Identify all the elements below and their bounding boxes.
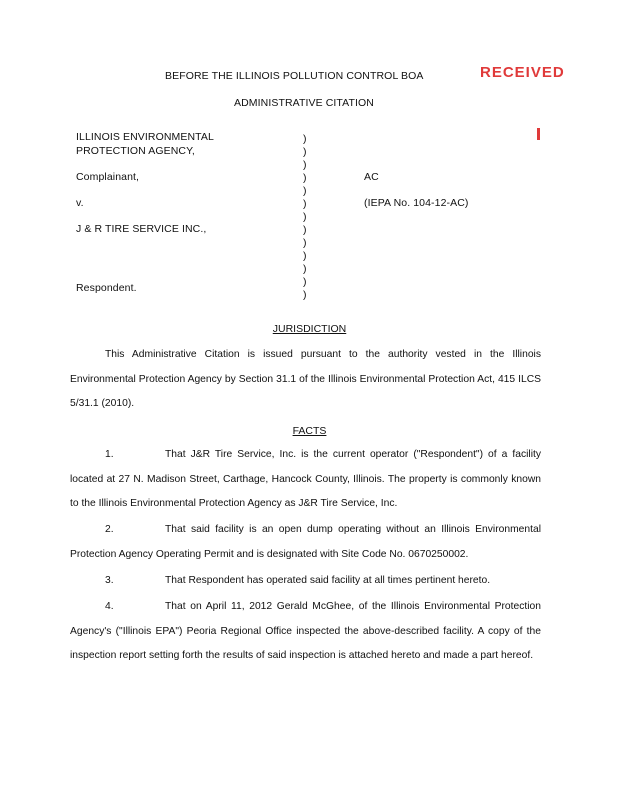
caption-paren: ) — [303, 133, 307, 145]
caption-paren: ) — [303, 289, 307, 301]
fact-number: 4. — [105, 601, 114, 612]
caption-paren: ) — [303, 146, 307, 158]
fact-text: That said facility is an open dump operating without an Illinois Environmental Protection Agency Operating Permit and is designated with Site Code No. 0670250002. — [70, 524, 541, 560]
received-stamp: RECEIVED — [480, 64, 565, 81]
caption-paren: ) — [303, 198, 307, 210]
respondent-role: Respondent. — [76, 282, 137, 294]
fact-paragraph-4 — [70, 595, 541, 669]
caption-paren: ) — [303, 185, 307, 197]
caption-paren: ) — [303, 224, 307, 236]
fact-paragraph-1 — [70, 443, 541, 517]
fact-number: 1. — [105, 449, 114, 460]
caption-paren: ) — [303, 250, 307, 262]
caption-paren: ) — [303, 159, 307, 171]
document-title: ADMINISTRATIVE CITATION — [234, 97, 374, 109]
versus-label: v. — [76, 197, 84, 209]
complainant-role: Complainant, — [76, 171, 140, 183]
red-margin-mark — [537, 128, 540, 140]
caption-paren: ) — [303, 263, 307, 275]
caption-paren: ) — [303, 276, 307, 288]
fact-text: That on April 11, 2012 Gerald McGhee, of the Illinois Environmental Protection Agency's ("Illinois EPA") Peoria Regional Office inspected the above-described facility. A copy of the inspection report setting forth the results of said inspection is attached hereto and made a part hereof. — [70, 601, 541, 661]
caption-paren: ) — [303, 237, 307, 249]
fact-text: That Respondent has operated said facility at all times pertinent hereto. — [165, 575, 491, 586]
fact-number: 3. — [105, 575, 114, 586]
fact-text: That J&R Tire Service, Inc. is the current operator ("Respondent") of a facility located at 27 N. Madison Street, Carthage, Hancock County, Illinois. The property is commonly known to the Illinois Environmental Protection Agency as J&R Tire Service, Inc. — [70, 449, 541, 509]
facts-heading: FACTS — [292, 425, 327, 437]
caption-paren: ) — [303, 211, 307, 223]
jurisdiction-heading: JURISDICTION — [272, 323, 347, 335]
respondent-name: J & R TIRE SERVICE INC., — [76, 223, 207, 235]
fact-paragraph-2 — [70, 518, 541, 567]
caption-paren: ) — [303, 172, 307, 184]
case-number: (IEPA No. 104-12-AC) — [364, 197, 469, 209]
jurisdiction-paragraph: This Administrative Citation is issued pursuant to the authority vested in the Illinois Environmental Protection Agency by Section 31.1 of the Illinois Environmental Protection Act, 415 ILCS 5/31.1 (2010). — [70, 349, 541, 409]
complainant-name-line2: PROTECTION AGENCY, — [76, 145, 195, 157]
fact-number: 2. — [105, 524, 114, 535]
complainant-name-line1: ILLINOIS ENVIRONMENTAL — [76, 131, 214, 143]
board-title: BEFORE THE ILLINOIS POLLUTION CONTROL BOA — [165, 70, 424, 82]
fact-paragraph-3 — [70, 569, 541, 594]
case-type: AC — [364, 171, 379, 183]
